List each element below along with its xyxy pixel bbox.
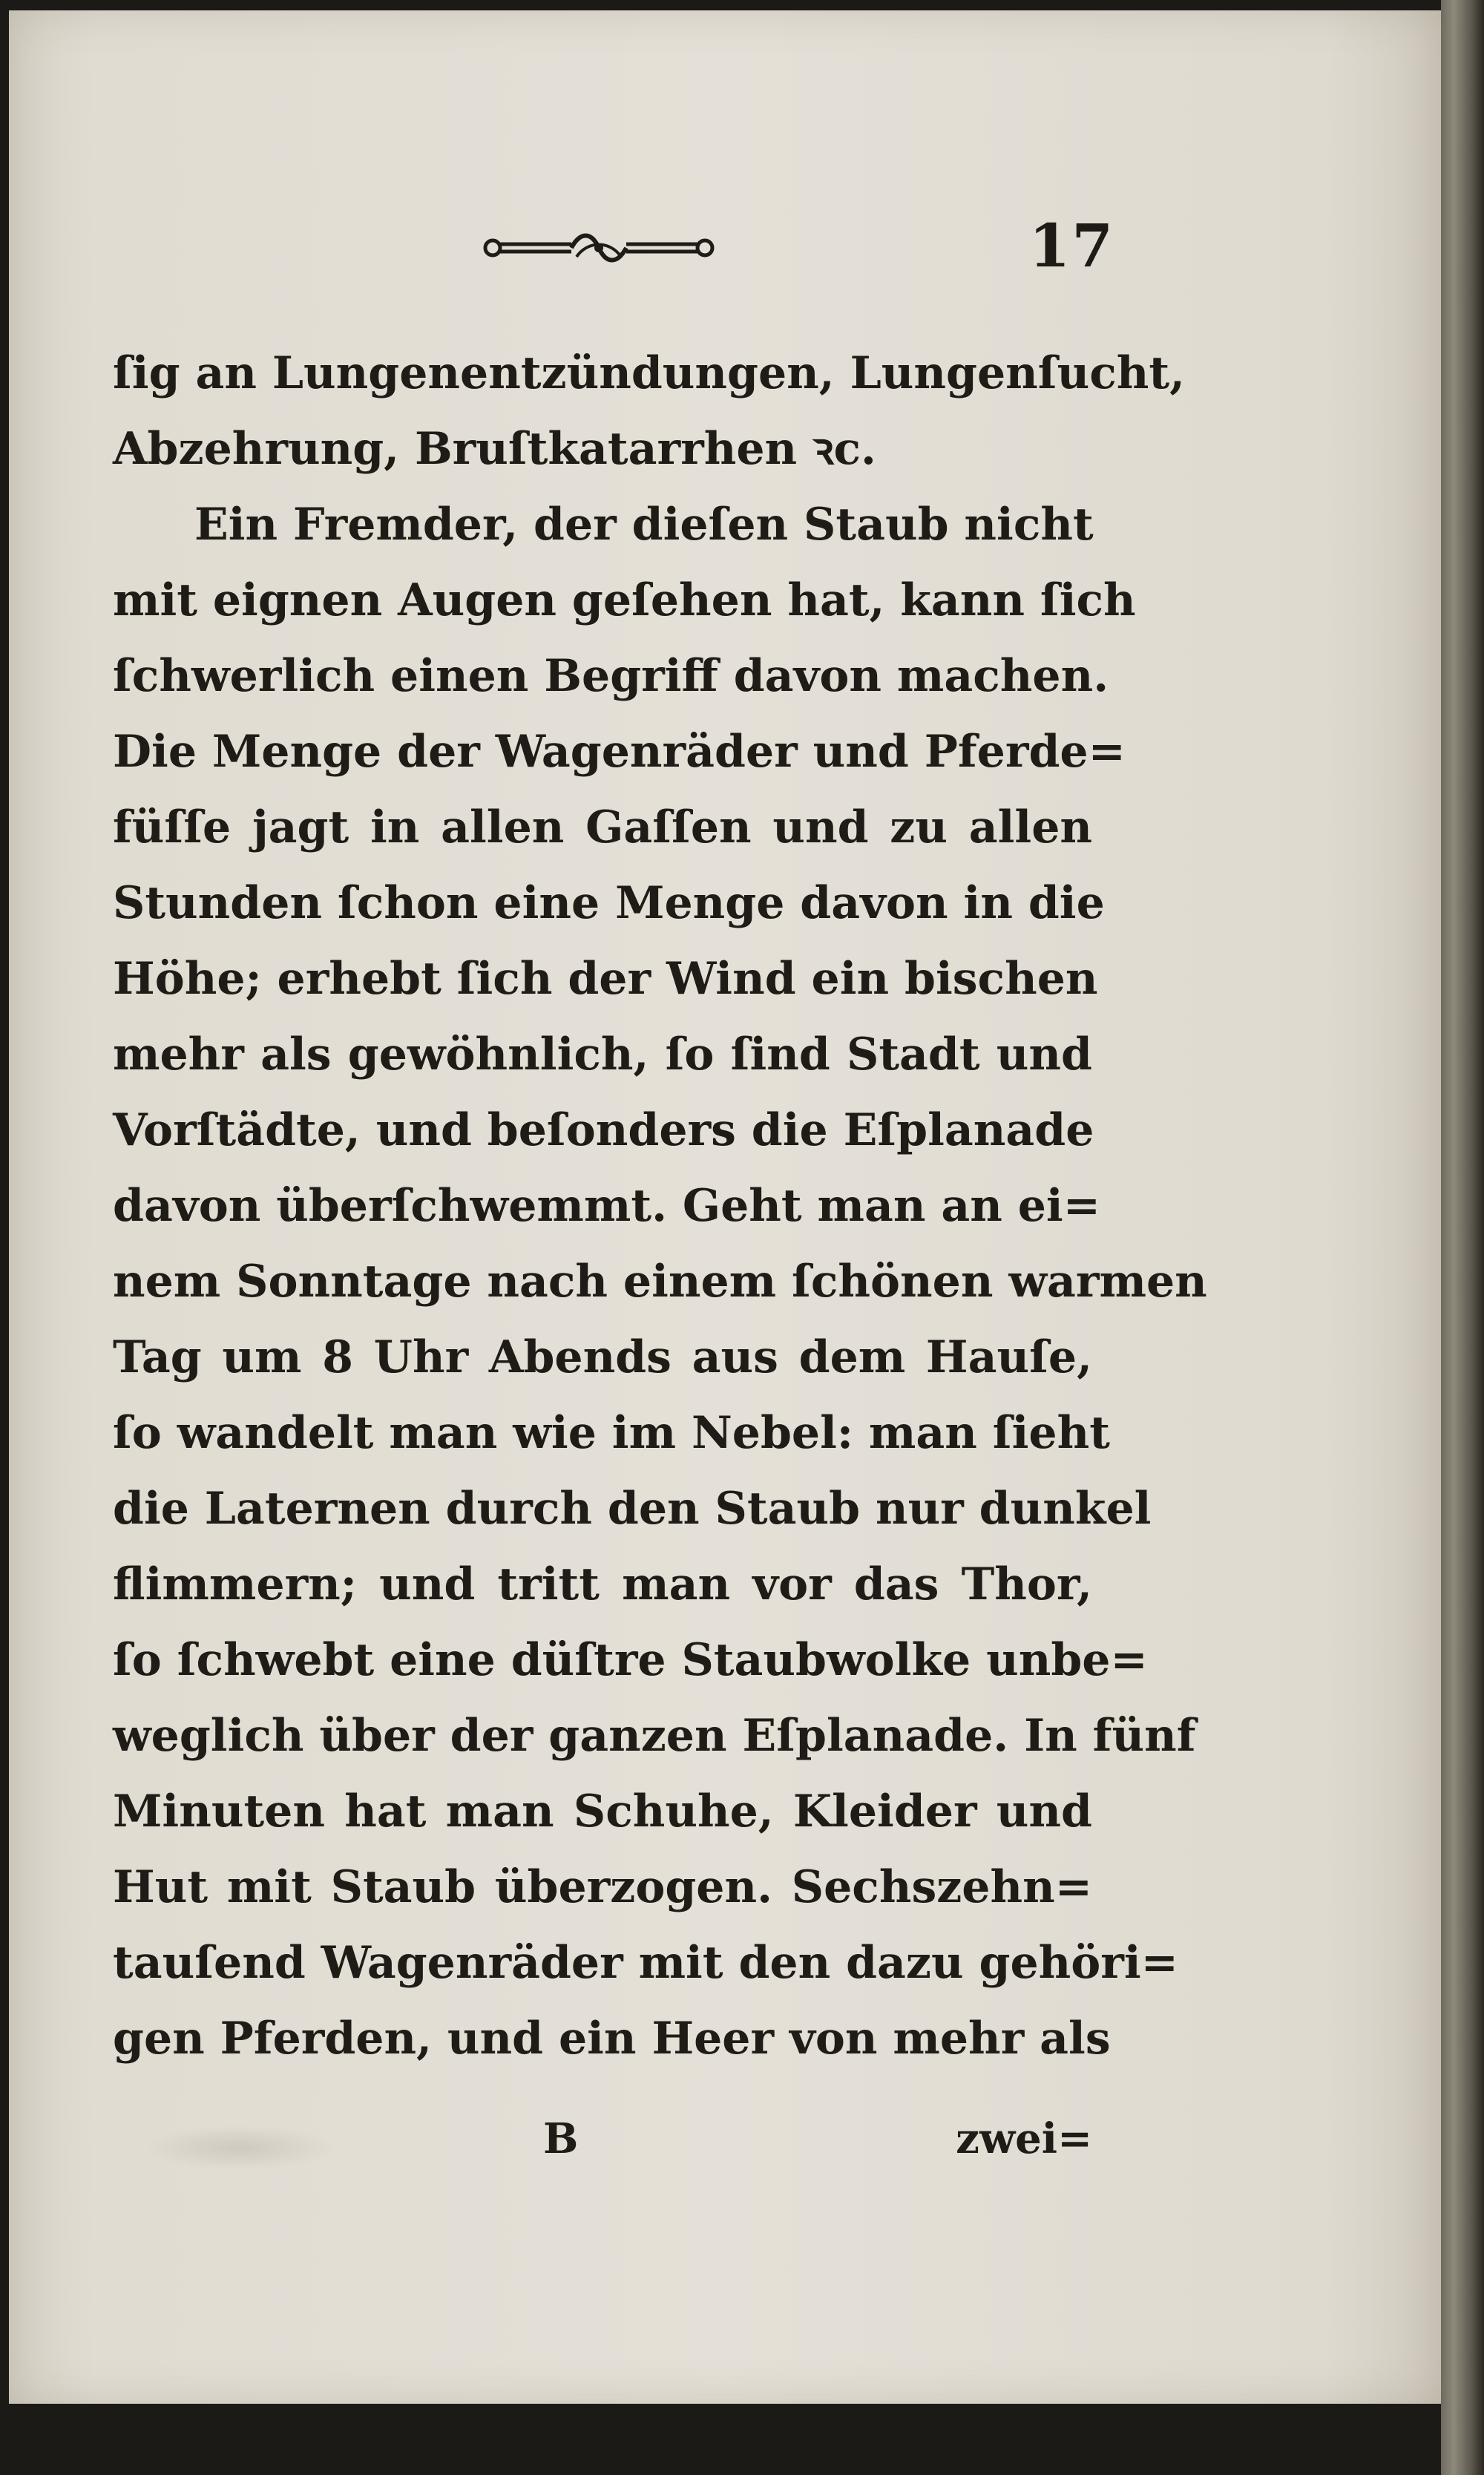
signature-mark: B	[543, 2114, 579, 2163]
page-edge	[1441, 0, 1484, 2475]
text-line: mit eignen Augen geſehen hat, kann ſich	[113, 574, 1136, 626]
text-line: Minuten hat man Schuhe, Kleider und	[113, 1786, 1092, 1838]
text-line: tauſend Wagenräder mit den dazu gehöri=	[113, 1937, 1178, 1989]
text-line: Ein Fremder, der dieſen Staub nicht	[194, 499, 1094, 551]
text-line: davon überſchwemmt. Geht man an ei=	[113, 1180, 1100, 1232]
text-line: ſo ſchwebt eine düſtre Staubwolke unbe=	[113, 1634, 1148, 1686]
text-line: Tag um 8 Uhr Abends aus dem Hauſe,	[113, 1331, 1092, 1383]
body-text	[113, 335, 1207, 2076]
text-line: die Laternen durch den Staub nur dunkel	[113, 1483, 1152, 1535]
text-line: flimmern; und tritt man vor das Thor,	[113, 1558, 1092, 1610]
text-line: ſo wandelt man wie im Nebel: man ſieht	[113, 1407, 1110, 1459]
book-page	[9, 10, 1441, 2404]
text-line: ſig an Lungenentzündungen, Lungenſucht,	[113, 347, 1185, 399]
text-line: Die Menge der Wagenräder und Pferde=	[113, 726, 1126, 778]
text-line: gen Pferden, und ein Heer von mehr als	[113, 2013, 1111, 2065]
text-line: mehr als gewöhnlich, ſo ſind Stadt und	[113, 1029, 1092, 1081]
text-line: Abzehrung, Bruſtkatarrhen ꝛc.	[113, 423, 876, 475]
page-footer	[113, 2114, 1092, 2181]
ornament-rule-icon	[484, 226, 714, 270]
text-line: nem Sonntage nach einem ſchönen warmen	[113, 1256, 1207, 1308]
text-line: Stunden ſchon eine Menge davon in die	[113, 877, 1105, 929]
text-line: ſchwerlich einen Begriff davon machen.	[113, 650, 1109, 702]
text-line: Vorſtädte, und beſonders die Eſplanade	[113, 1104, 1094, 1156]
catchword: zwei=	[956, 2114, 1092, 2163]
text-line: füſſe jagt in allen Gaſſen und zu allen	[113, 801, 1092, 853]
text-line: Höhe; erhebt ſich der Wind ein bischen	[113, 953, 1098, 1005]
page-number: 17	[1028, 211, 1114, 281]
text-line: Hut mit Staub überzogen. Sechszehn=	[113, 1861, 1092, 1913]
text-line: weglich über der ganzen Eſplanade. In fünf	[113, 1710, 1196, 1762]
